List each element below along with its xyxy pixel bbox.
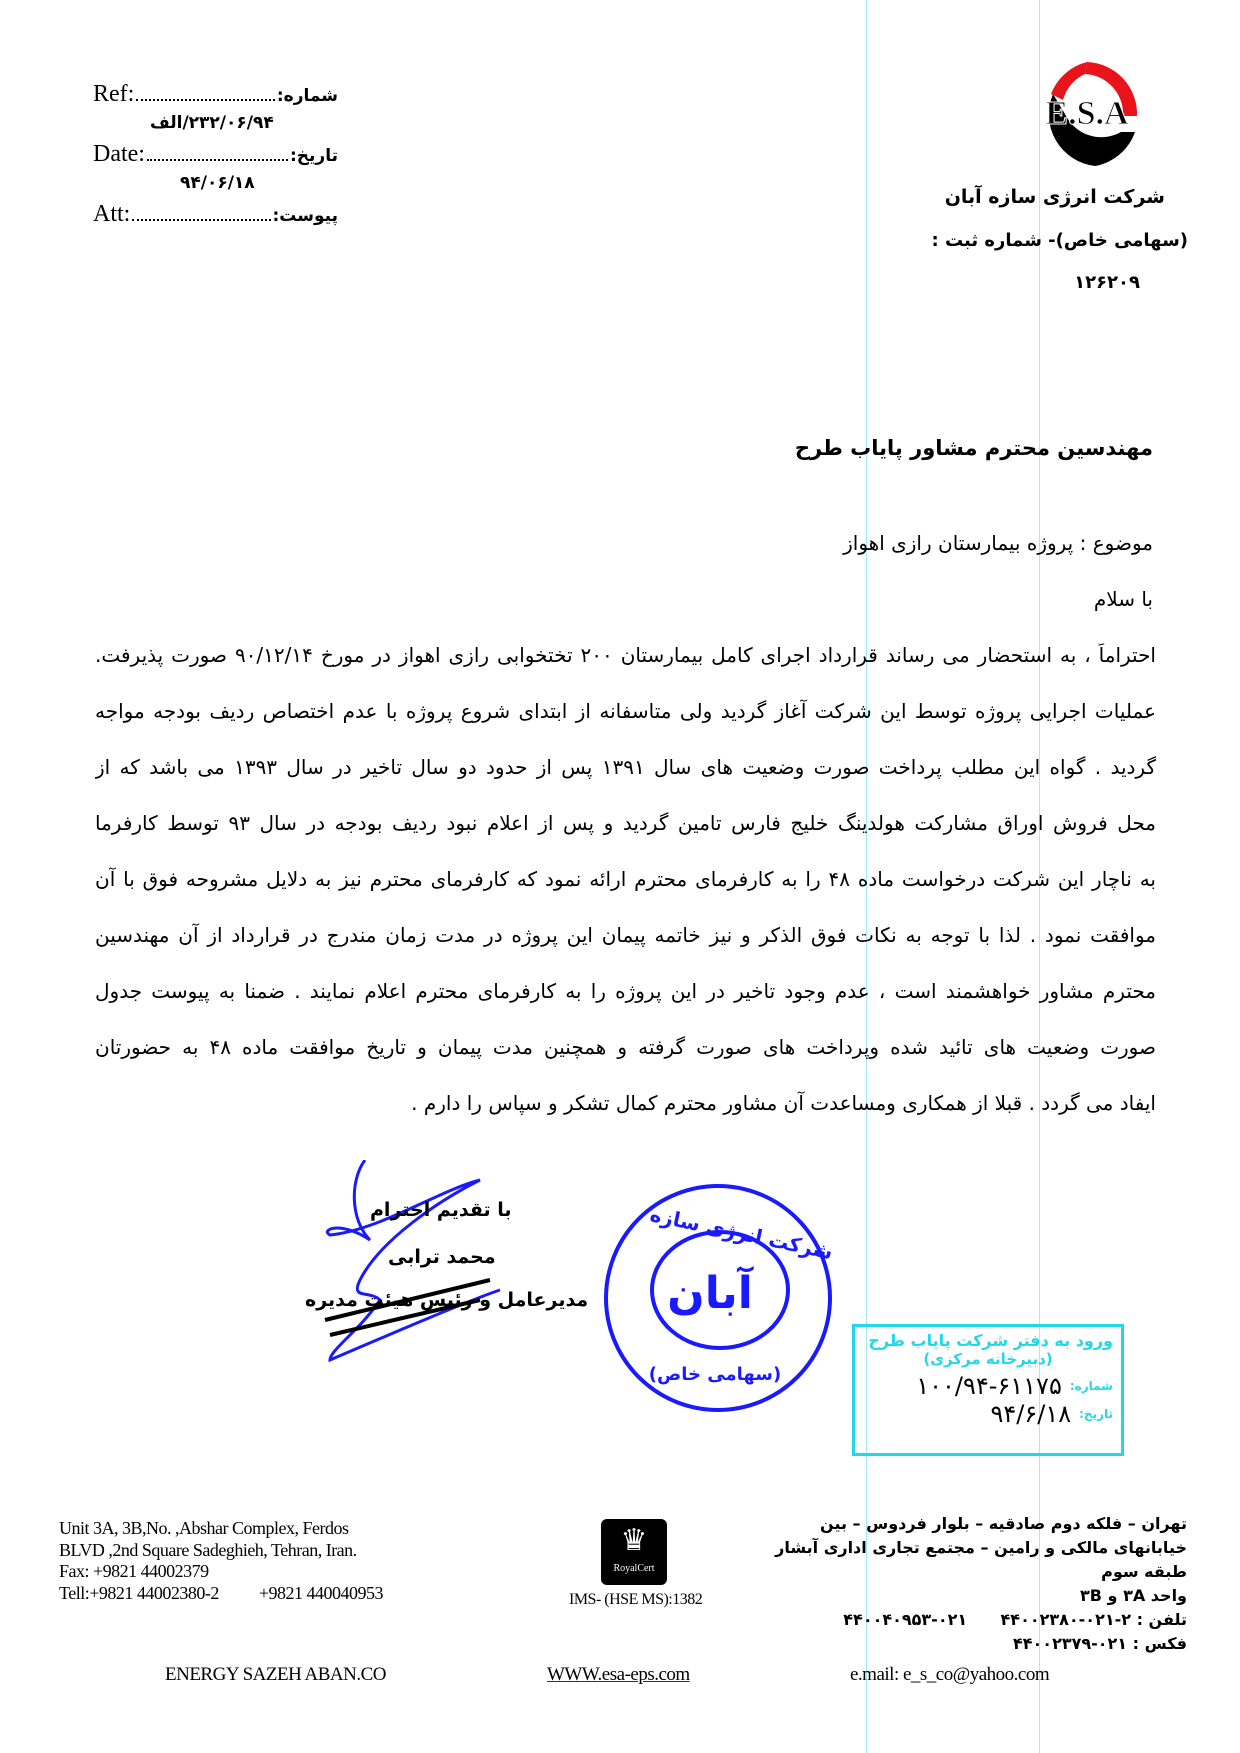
ref-label-fa: شماره: xyxy=(276,86,338,106)
signer-name: محمد ترابی xyxy=(388,1246,496,1268)
royalcert-label: RoyalCert xyxy=(613,1563,655,1574)
footer-address-en xyxy=(59,1518,383,1604)
body-line: صورت وضعیت های تائید شده وپرداخت های صورت گرفته و همچنین مدت پیمان و تاریخ موافقت ماده ۴۸ به حضورتان xyxy=(95,1035,1156,1059)
address-line: خیابانهای مالکی و رامین – مجتمع تجاری اداری آبشار xyxy=(775,1538,1187,1557)
closing: با تقدیم احترام xyxy=(370,1199,512,1221)
crown-icon: ♛ xyxy=(620,1523,648,1558)
body-line: موافقت نمود . لذا با توجه به نکات فوق الذکر و نیز خاتمه پیمان این پروژه در مدت زمان مندرج در قرارداد از آن مهندسین xyxy=(95,923,1156,947)
seal-center-text: آبان xyxy=(667,1268,753,1319)
body-line: به ناچار این شرکت درخواست ماده ۴۸ را به کارفرمای محترم ارائه نمود که کارفرمای محترم نیز به دلایل مشروحه فوق با آن xyxy=(95,867,1156,891)
att-label: Att: xyxy=(93,201,131,227)
address-line: Unit 3A, 3B,No. ,Abshar Complex, Ferdos xyxy=(59,1518,349,1538)
address-line: واحد ۳A و ۳B xyxy=(1080,1586,1187,1605)
fax-line: Fax: +9821 44002379 xyxy=(59,1561,209,1581)
date-field xyxy=(93,140,338,170)
registration-number: ۱۲۶۲۰۹ xyxy=(1074,272,1140,293)
date-label: Date: xyxy=(93,141,145,167)
seal-bottom-text: (سهامی خاص) xyxy=(648,1364,782,1385)
date-value: ۹۴/۰۶/۱۸ xyxy=(180,173,255,193)
company-name: شرکت انرژی سازه آبان xyxy=(944,186,1165,208)
receipt-number-value: ۱۰۰/۹۴-۶۱۱۷۵ xyxy=(916,1372,1062,1400)
ref-field xyxy=(93,80,338,110)
receipt-stamp-title: ورود به دفتر شرکت پایاب طرح xyxy=(868,1331,1113,1350)
body-line: عملیات اجرایی پروژه توسط این شرکت آغاز گردید ولی متاسفانه از ابتدای شروع پروژه با عدم اختصاص ردیف بودجه مواجه xyxy=(95,699,1156,723)
address-line: BLVD ,2nd Square Sadeghieh, Tehran, Iran. xyxy=(59,1539,357,1560)
footer-address-fa xyxy=(775,1512,1187,1656)
body-line: ایفاد می گردد . قبلا از همکاری ومساعدت آن مشاور محترم کمال تشکر و سپاس را دارم . xyxy=(411,1091,1156,1115)
company-name-en: ENERGY SAZEH ABAN.CO xyxy=(165,1664,386,1685)
signature xyxy=(320,1160,550,1380)
royalcert-logo xyxy=(601,1519,667,1585)
company-seal xyxy=(590,1170,840,1420)
date-label-fa: تاریخ: xyxy=(290,146,338,166)
tel-line: Tell:+9821 44002380-2 +9821 440040953 xyxy=(59,1582,384,1603)
email[interactable]: e.mail: e_s_co@yahoo.com xyxy=(850,1664,1050,1685)
att-label-fa: پیوست: xyxy=(272,206,338,226)
receipt-stamp-subtitle: (دبیرخانه مرکزی) xyxy=(923,1350,1053,1368)
attachment-field xyxy=(93,200,338,230)
ref-value: ۲۳۲/۰۶/۹۴/الف xyxy=(150,113,274,133)
greeting: با سلام xyxy=(1093,587,1153,611)
receipt-date-value: ۹۴/۶/۱۸ xyxy=(990,1400,1072,1428)
body-line: احتراماً ، به استحضار می رساند قرارداد اجرای کامل بیمارستان ۲۰۰ تختخوابی رازی اهواز در مورخ ۹۰/۱۲/۱۴ صورت پذیرفت. xyxy=(95,643,1156,667)
cert-text: IMS- (HSE MS):1382 xyxy=(569,1591,703,1608)
receipt-number-label: شماره: xyxy=(1069,1379,1113,1393)
website-link[interactable]: WWW.esa-eps.com xyxy=(547,1664,690,1685)
subject: موضوع : پروژه بیمارستان رازی اهواز xyxy=(843,531,1153,555)
esa-logo xyxy=(1025,54,1155,174)
seal-ring-text: شرکت انرژی سازه xyxy=(647,1202,835,1265)
addressee: مهندسین محترم مشاور پایاب طرح xyxy=(794,436,1153,460)
address-line: طبقه سوم xyxy=(1101,1562,1187,1581)
address-line: تهران – فلکه دوم صادقیه – بلوار فردوس – بین xyxy=(820,1514,1187,1533)
logo-text: E.S.A xyxy=(1045,95,1129,132)
fax-line: فکس : ۰۲۱-۴۴۰۰۲۳۷۹ xyxy=(1013,1634,1187,1653)
receipt-date-label: تاریخ: xyxy=(1079,1407,1113,1421)
receipt-stamp xyxy=(852,1324,1124,1456)
body-line: محترم مشاور خواهشمند است ، عدم وجود تاخیر در این پروژه را به کارفرمای محترم اعلام نمایند . ضمنا به پیوست جدول xyxy=(95,979,1156,1003)
signer-title: مدیرعامل و رئیس هیئت مدیره xyxy=(305,1289,589,1311)
phone-line: تلفن : ۲-۰۲۱-۴۴۰۰۲۳۸۰ ۰۲۱-۴۴۰۰۴۰۹۵۳ xyxy=(843,1610,1187,1629)
company-type-registration: (سهامی خاص)- شماره ثبت : xyxy=(931,230,1188,251)
body-line: گردید . گواه این مطلب پرداخت صورت وضعیت های سال ۱۳۹۱ پس از حدود دو سال تاخیر در سال ۱۳۹۳ می باشد که از xyxy=(95,755,1156,779)
ref-label: Ref: xyxy=(93,81,135,107)
body-line: محل فروش اوراق مشارکت هولدینگ خلیج فارس تامین گردید و پس از اعلام نبود ردیف بودجه در سال ۹۳ توسط کارفرما xyxy=(95,811,1156,835)
